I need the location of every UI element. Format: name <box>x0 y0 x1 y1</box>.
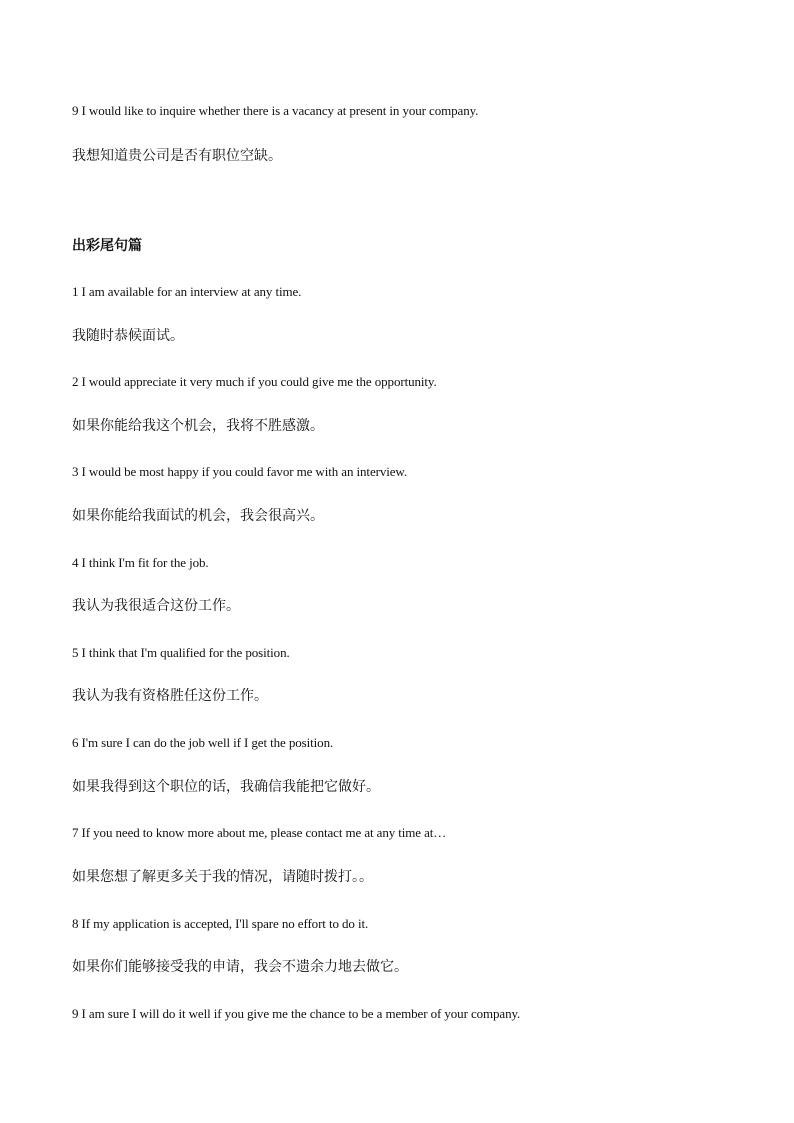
sentence-3-english: 3 I would be most happy if you could favor me with an interview. <box>72 464 408 479</box>
sentence-4-english: 4 I think I'm fit for the job. <box>72 555 209 570</box>
sentence-2-english: 2 I would appreciate it very much if you could give me the opportunity. <box>72 374 437 389</box>
sentence-3-chinese: 如果你能给我面试的机会，我会很高兴。 <box>72 508 324 524</box>
sentence-8-english: 8 If my application is accepted, I'll spare no effort to do it. <box>72 916 369 931</box>
section-heading: 出彩尾句篇 <box>72 238 142 254</box>
sentence-4-chinese: 我认为我很适合这份工作。 <box>72 598 240 614</box>
sentence-1-english: 1 I am available for an interview at any time. <box>72 284 302 299</box>
sentence-9-english: 9 I am sure I will do it well if you give me the chance to be a member of your company. <box>72 1006 521 1021</box>
sentence-6-chinese: 如果我得到这个职位的话，我确信我能把它做好。 <box>72 779 380 795</box>
sentence-7-english: 7 If you need to know more about me, please contact me at any time at… <box>72 825 447 840</box>
sentence-6-english: 6 I'm sure I can do the job well if I get the position. <box>72 735 334 750</box>
sentence-2-chinese: 如果你能给我这个机会，我将不胜感激。 <box>72 418 324 434</box>
sentence-5-english: 5 I think that I'm qualified for the position. <box>72 645 290 660</box>
intro-chinese-translation: 我想知道贵公司是否有职位空缺。 <box>72 148 282 164</box>
sentence-8-chinese: 如果你们能够接受我的申请，我会不遗余力地去做它。 <box>72 959 408 975</box>
sentence-7-chinese: 如果您想了解更多关于我的情况，请随时拨打。。 <box>72 869 373 885</box>
sentence-5-chinese: 我认为我有资格胜任这份工作。 <box>72 688 268 704</box>
sentence-1-chinese: 我随时恭候面试。 <box>72 328 184 344</box>
intro-english-sentence: 9 I would like to inquire whether there is a vacancy at present in your company. <box>72 103 479 118</box>
